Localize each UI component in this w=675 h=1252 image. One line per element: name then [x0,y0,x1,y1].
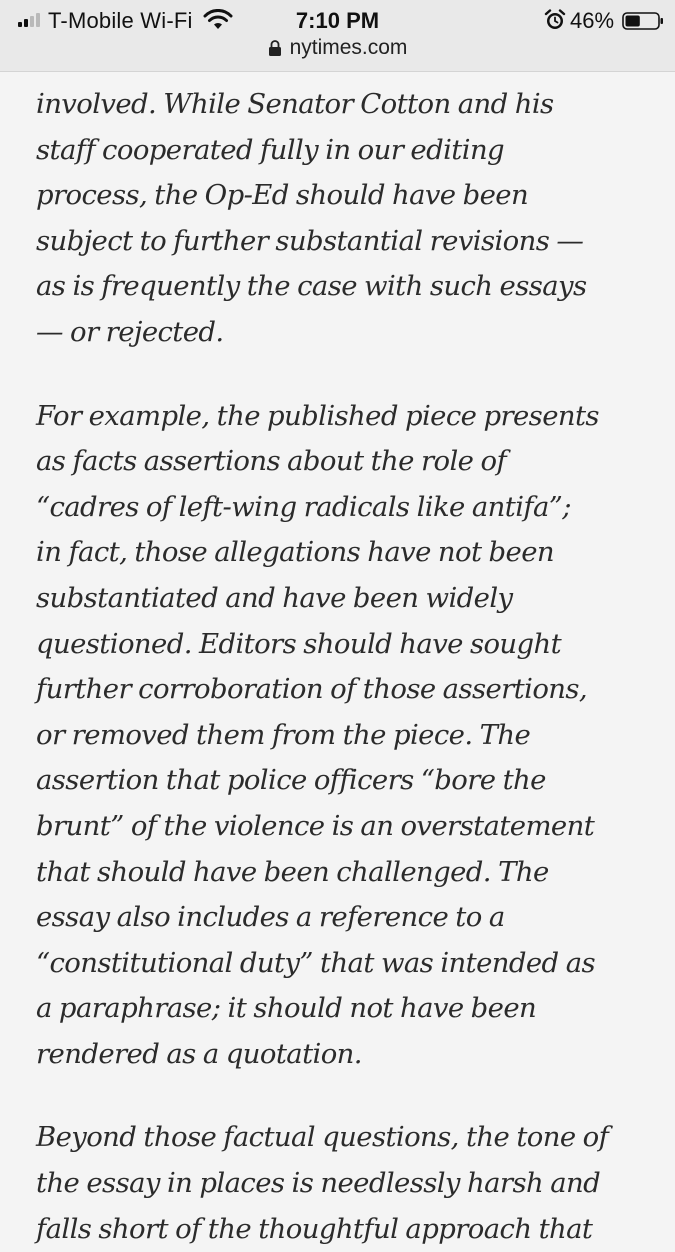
text-line: brunt” of the violence is an overstatement [36,809,595,842]
battery-icon [622,12,664,30]
article-paragraph [36,82,661,356]
url-bar[interactable] [0,36,675,62]
article-paragraph [36,1115,661,1252]
text-line: process, the Op-Ed should have been [36,179,529,212]
text-line: “constitutional duty” that was intended as [36,946,596,979]
article-body [36,72,661,1252]
browser-status-bar [0,0,675,72]
text-line: as facts assertions about the role of [36,445,507,478]
url-text: nytimes.com [289,36,408,59]
text-line: Beyond those factual questions, the tone of [36,1121,609,1154]
status-time: 7:10 PM [295,8,380,33]
text-line: in fact, those allegations have not been [36,536,555,569]
text-line: staff cooperated fully in our editing [36,133,505,166]
battery-percent: 46% [570,8,615,33]
text-line: further corroboration of those assertions, [36,673,588,706]
text-line: rendered as a quotation. [36,1037,362,1070]
text-line: as is frequently the case with such essays [36,270,587,303]
text-line: involved. While Senator Cotton and his [36,88,554,120]
status-row [0,6,675,34]
text-line: — or rejected. [36,315,224,348]
text-line: “cadres of left-wing radicals like antifa”; [36,490,571,523]
text-line: or removed them from the piece. The [36,718,531,751]
text-line: questioned. Editors should have sought [36,627,562,660]
alarm-clock-icon [544,9,566,31]
text-line: falls short of the thoughtful approach that [36,1212,593,1245]
text-line: For example, the published piece presents [36,399,599,432]
text-line: a paraphrase; it should not have been [36,992,537,1025]
text-line: assertion that police officers “bore the [36,764,546,797]
carrier-name: T-Mobile Wi-Fi [48,8,193,33]
lock-icon [268,39,282,57]
text-line: subject to further substantial revisions — [36,224,584,257]
text-line: substantiated and have been widely [36,581,513,614]
text-line: the essay in places is needlessly harsh and [36,1167,601,1200]
article-paragraph [36,394,661,1078]
text-line: that should have been challenged. The [36,855,549,888]
url-display[interactable] [268,36,408,60]
text-line: essay also includes a reference to a [36,901,505,934]
